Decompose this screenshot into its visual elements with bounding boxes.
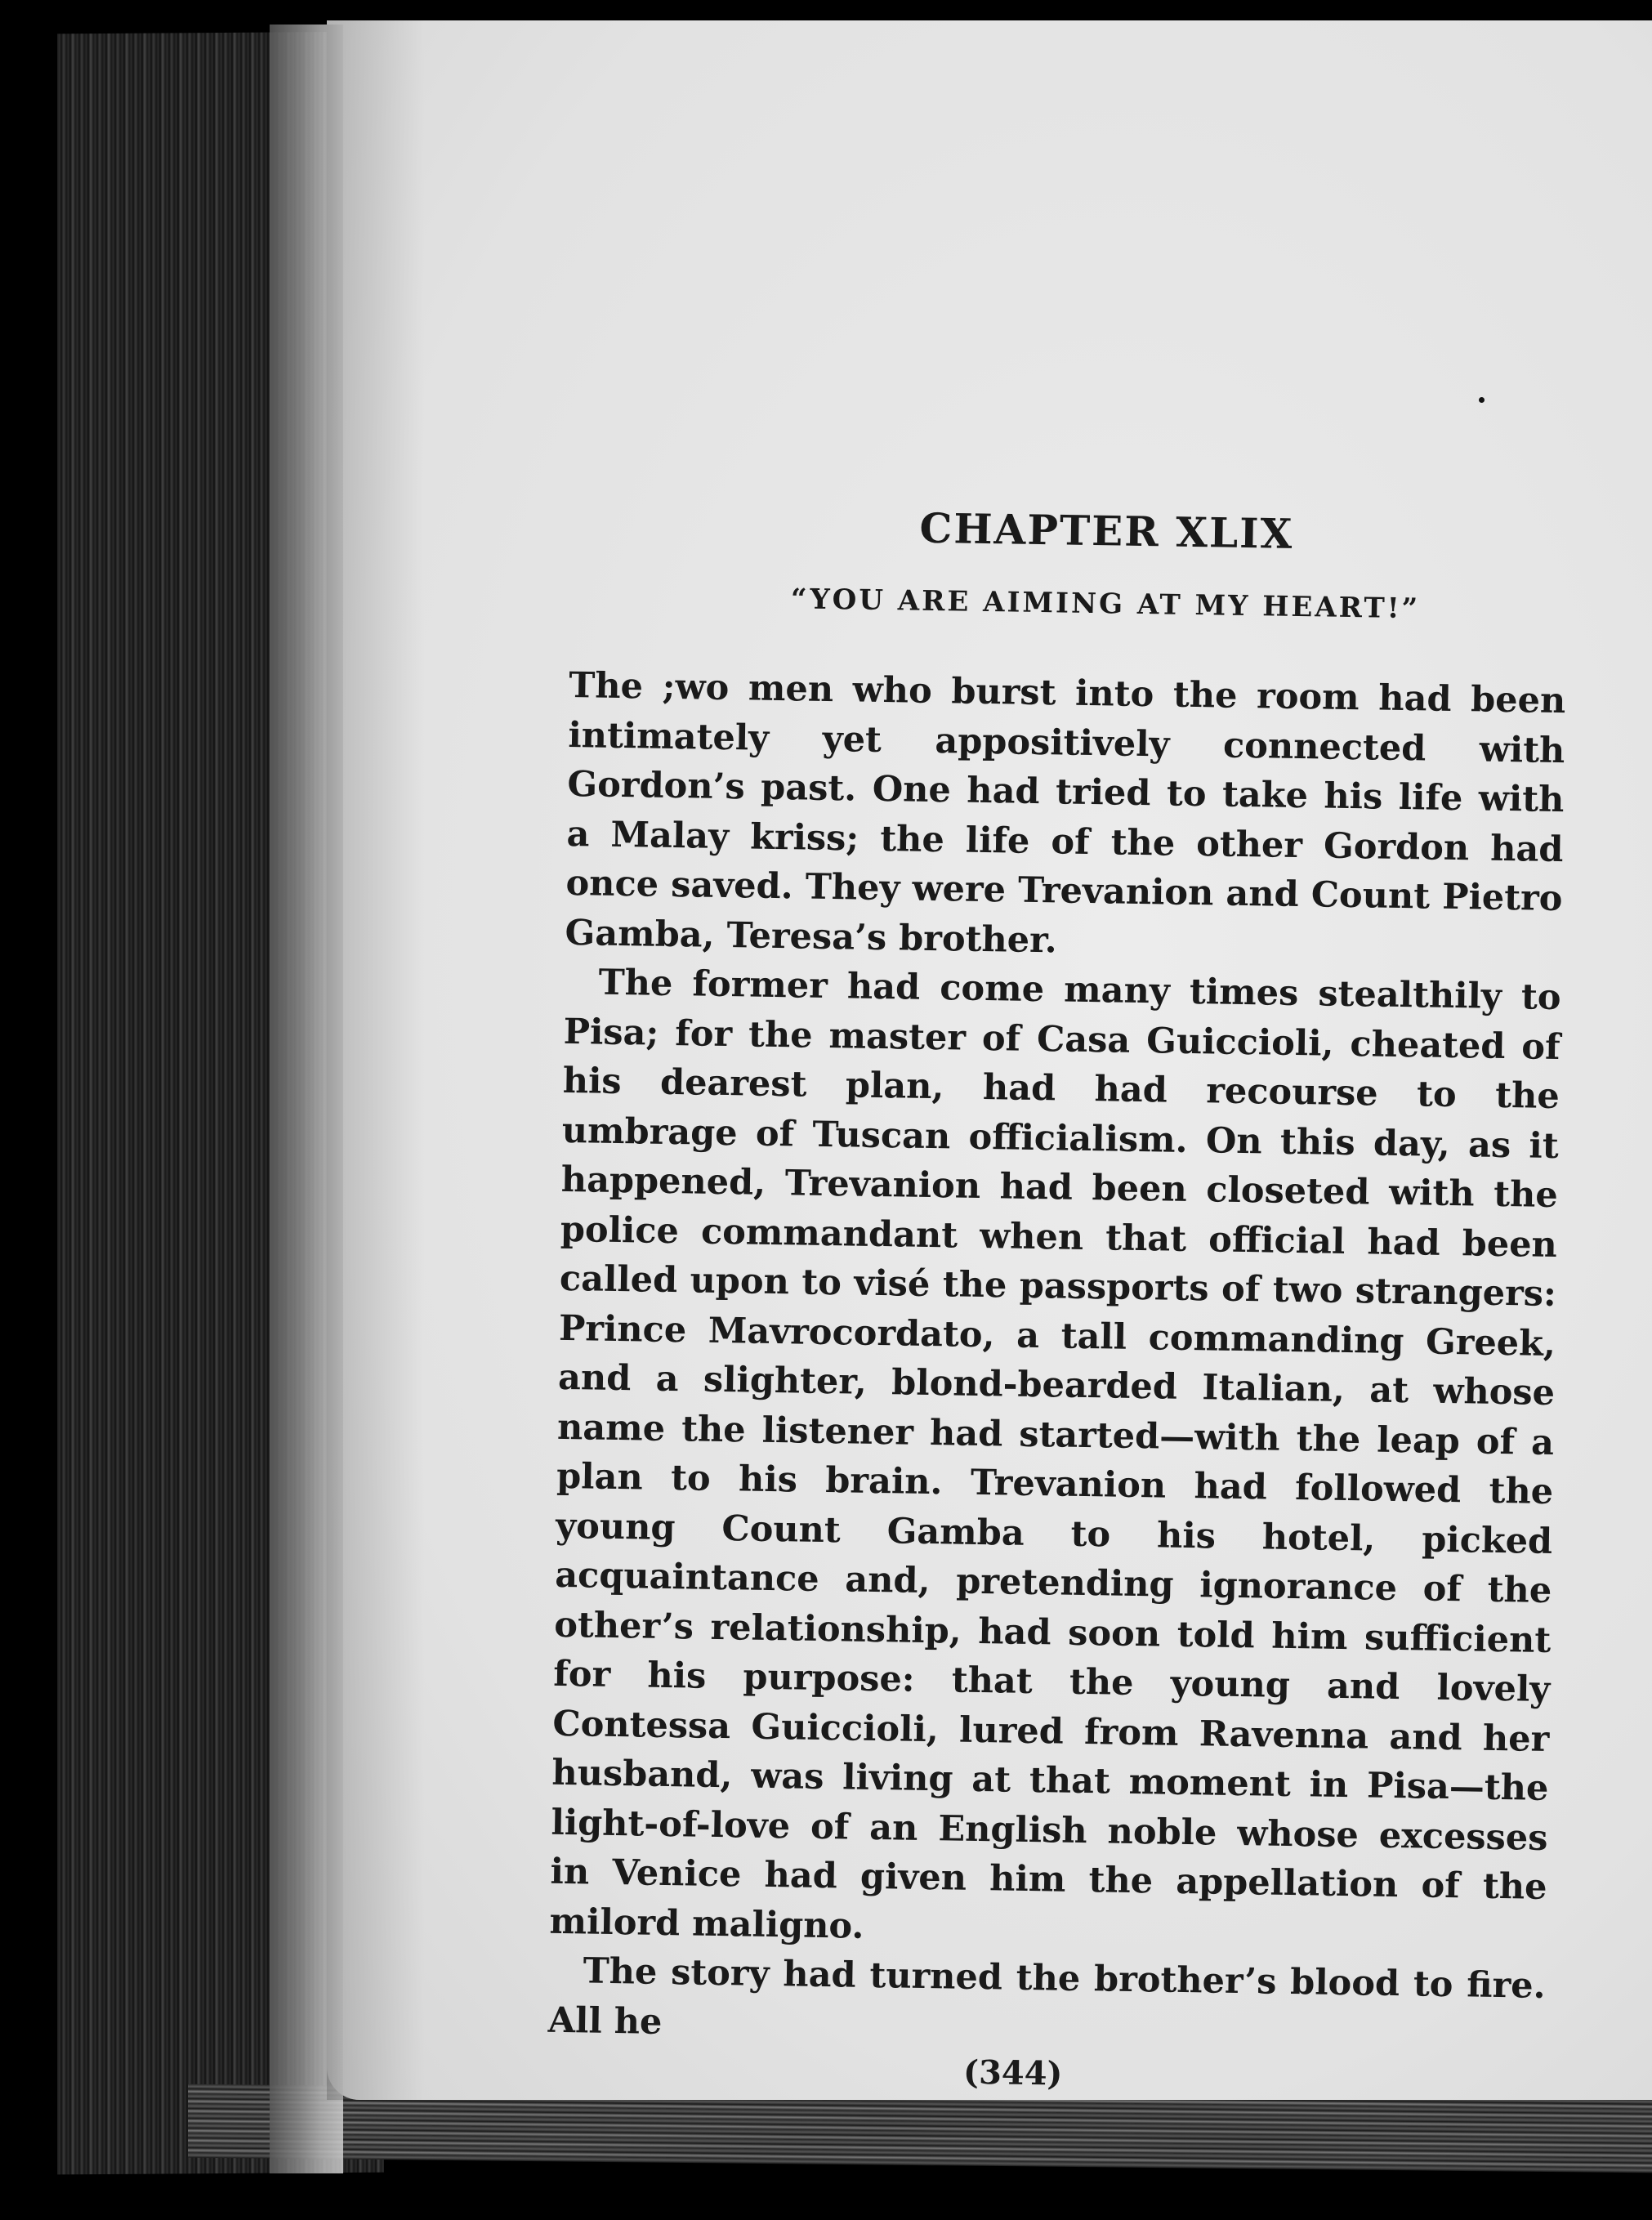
page-number: (344) [962, 2052, 1063, 2093]
paragraph-1: The ;wo men who burst into the room had been intimately yet appositively connected with Gordon’s past. One had tried to take his life with a Malay kriss; the life of the other Gordon had once saved. They were Trevanion and Count Pietro Gamba, Teresa’s brother. [565, 664, 1566, 961]
paragraph-3: The story had turned the brother’s blood to fire. All he [547, 1950, 1546, 2043]
paragraph-2: The former had come many times stealthily to Pisa; for the master of Casa Guiccioli, cheated of his dearest plan, had had recourse to the umbrage of Tuscan officialism. On this day, as it happened, Trevanion had been closeted with the police commandant when that official had been called upon to visé the passports of two strangers: Prince Mavrocordato, a tall commanding Greek, and a slighter, blond-bearded Italian, at whose name the listener had started—with the leap of a plan to his brain. Trevanion had followed the young Count Gamba to his hotel, picked acquaintance and, pretending ignorance of the other’s relationship, had soon told him sufficient for his purpose: that the young and lovely Contessa Guiccioli, lured from Ravenna and her husband, was living at that moment in Pisa—the light-of-love of an English noble whose excesses in Venice had given him the appellation of the milord maligno. [549, 962, 1561, 1947]
dust-speck [1479, 397, 1485, 403]
chapter-subtitle: “YOU ARE AIMING AT MY HEART!” [790, 583, 1421, 626]
page-inner-shadow [327, 20, 425, 2100]
chapter-title: CHAPTER XLIX [919, 503, 1294, 558]
page-text-block [547, 498, 1568, 2101]
